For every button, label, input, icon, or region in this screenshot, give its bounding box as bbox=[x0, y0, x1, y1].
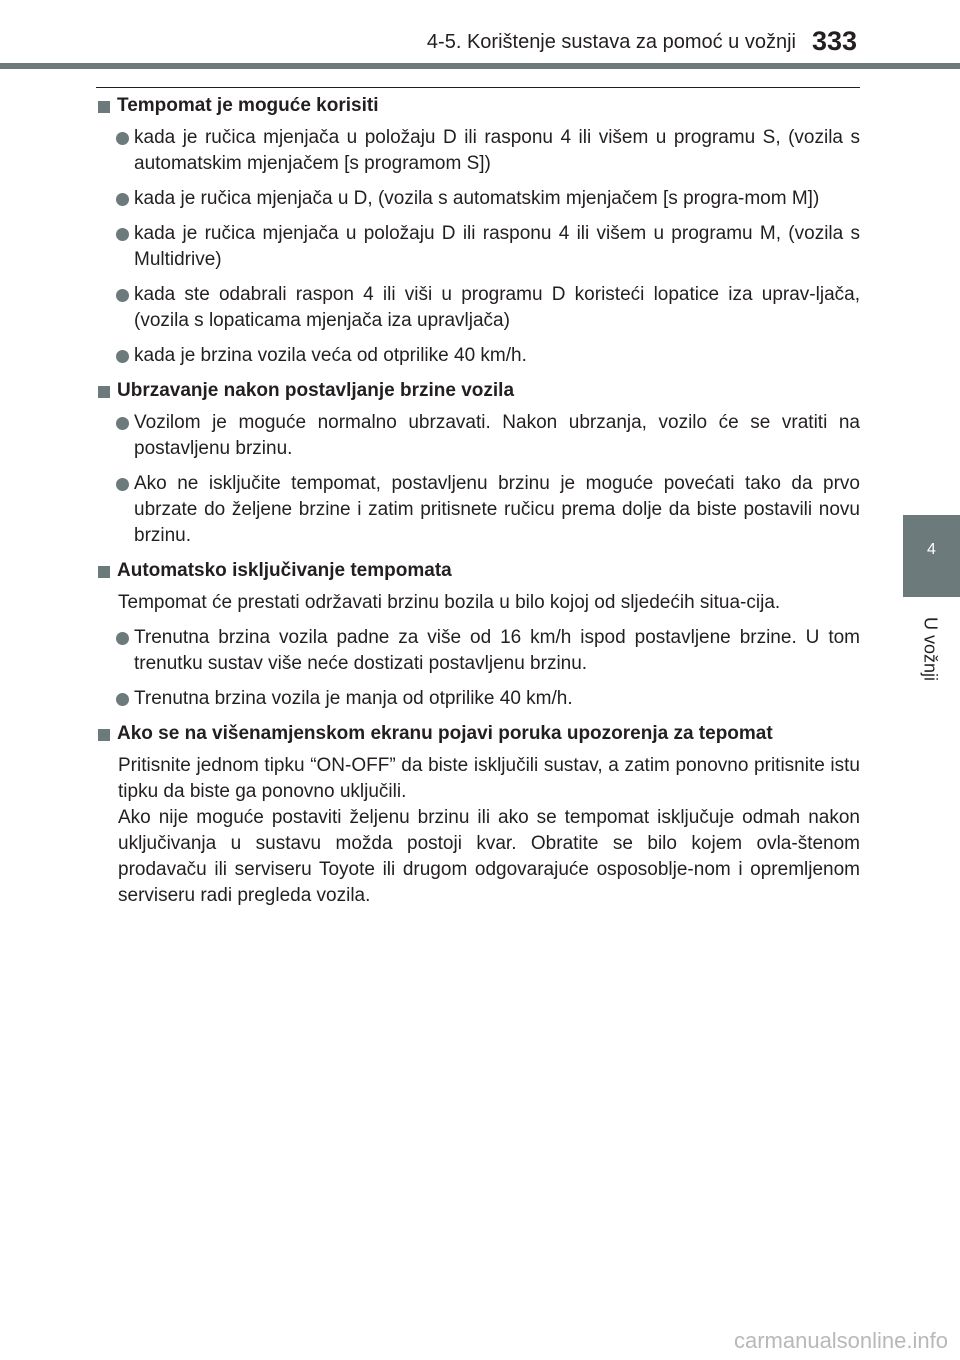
list-item-text: Trenutna brzina vozila padne za više od 16 km/h ispod postavljene brzine. U tom trenutku sustav više neće dostizati postavljenu brzinu. bbox=[134, 627, 860, 674]
round-bullet-icon bbox=[116, 132, 129, 145]
section-heading bbox=[96, 558, 860, 584]
round-bullet-icon bbox=[116, 693, 129, 706]
watermark: carmanualsonline.info bbox=[733, 1328, 948, 1353]
heading-text: Automatsko isključivanje tempomata bbox=[117, 560, 452, 581]
list-item bbox=[96, 410, 860, 462]
square-bullet-icon bbox=[98, 566, 110, 578]
side-tab-number: 4 bbox=[927, 541, 936, 558]
heading-text: Tempomat je moguće korisiti bbox=[117, 95, 379, 116]
section-heading bbox=[96, 721, 860, 747]
round-bullet-icon bbox=[116, 228, 129, 241]
square-bullet-icon bbox=[98, 386, 110, 398]
heading-text: Ubrzavanje nakon postavljanje brzine vozila bbox=[117, 380, 515, 401]
list-item-text: kada je ručica mjenjača u D, (vozila s automatskim mjenjačem [s progra-mom M]) bbox=[134, 188, 820, 209]
paragraph-text: Ako nije moguće postaviti željenu brzinu ili ako se tempomat isključuje odmah nakon uključivanja u sustavu možda postoji kvar. Obratite se bilo kojem ovla-štenom prodavaču ili serviseru Toyote ili drugom odgovarajuće osposoblje-nom i opremljenom serviseru radi pregleda vozila. bbox=[118, 807, 860, 906]
list-item bbox=[96, 282, 860, 334]
list-item bbox=[96, 686, 860, 712]
list-item-text: kada je brzina vozila veća od otprilike 40 km/h. bbox=[134, 345, 527, 366]
list-item bbox=[96, 125, 860, 177]
square-bullet-icon bbox=[98, 729, 110, 741]
page-content bbox=[96, 93, 860, 918]
paragraph bbox=[96, 753, 860, 805]
paragraph bbox=[96, 805, 860, 909]
list-item bbox=[96, 186, 860, 212]
round-bullet-icon bbox=[116, 417, 129, 430]
list-item-text: kada je ručica mjenjača u položaju D ili rasponu 4 ili višem u programu M, (vozila s Multidrive) bbox=[134, 223, 860, 270]
list-item bbox=[96, 625, 860, 677]
section-heading bbox=[96, 378, 860, 404]
paragraph-text: Pritisnite jednom tipku “ON-OFF” da biste isključili sustav, a zatim ponovno pritisnite istu tipku da biste ga ponovno uključili. bbox=[118, 755, 860, 802]
header-rule bbox=[0, 63, 960, 69]
round-bullet-icon bbox=[116, 478, 129, 491]
heading-text: Ako se na višenamjenskom ekranu pojavi poruka upozorenja za tepomat bbox=[117, 723, 773, 744]
round-bullet-icon bbox=[116, 289, 129, 302]
page-number: 333 bbox=[812, 26, 858, 56]
round-bullet-icon bbox=[116, 632, 129, 645]
side-tab-label: U vožnji bbox=[920, 617, 941, 682]
list-item-text: Trenutna brzina vozila je manja od otprilike 40 km/h. bbox=[134, 688, 573, 709]
square-bullet-icon bbox=[98, 101, 110, 113]
list-item-text: Ako ne isključite tempomat, postavljenu brzinu je moguće povećati tako da prvo ubrzate do željene brzine i zatim pritisnete ručicu prema dolje da biste postavili novu brzinu. bbox=[134, 473, 860, 546]
list-item bbox=[96, 221, 860, 273]
header-title: 4-5. Korištenje sustava za pomoć u vožnji bbox=[426, 31, 796, 53]
list-item bbox=[96, 471, 860, 549]
section-heading bbox=[96, 93, 860, 119]
paragraph: Tempomat će prestati održavati brzinu bozila u bilo kojoj od sljedećih situa-cija. bbox=[118, 592, 781, 613]
list-item-text: Vozilom je moguće normalno ubrzavati. Nakon ubrzanja, vozilo će se vratiti na postavljenu brzinu. bbox=[134, 412, 860, 459]
content-rule bbox=[96, 87, 860, 88]
list-item-text: kada je ručica mjenjača u položaju D ili rasponu 4 ili višem u programu S, (vozila s automatskim mjenjačem [s programom S]) bbox=[134, 127, 860, 174]
side-tab bbox=[903, 515, 960, 597]
round-bullet-icon bbox=[116, 350, 129, 363]
round-bullet-icon bbox=[116, 193, 129, 206]
list-item bbox=[96, 343, 860, 369]
list-item-text: kada ste odabrali raspon 4 ili viši u programu D koristeći lopatice iza uprav-ljača, (vozila s lopaticama mjenjača iza upravljača) bbox=[134, 284, 860, 331]
